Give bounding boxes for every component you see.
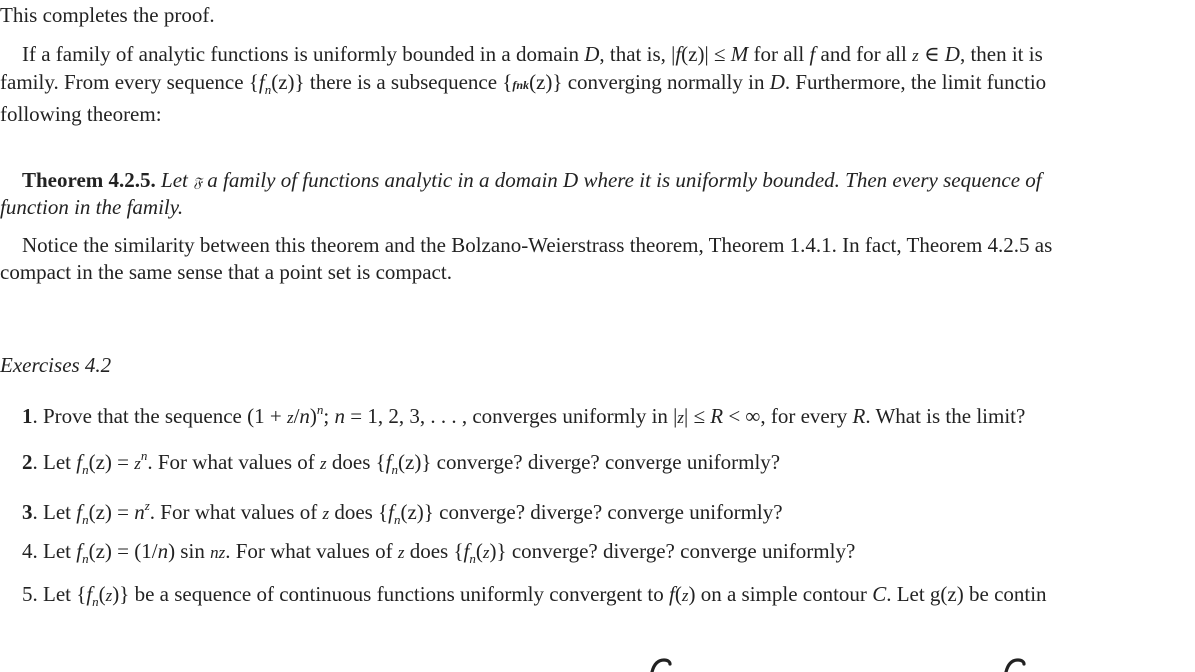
para2-line2: compact in the same sense that a point set is compact. (0, 260, 452, 284)
exercise-item-4: 4. Let $f_n(z) = (1/n)$ sin nz. For what values of z does $\{f_n(z)\}$ converge? diverge? converge uniformly? (22, 539, 856, 566)
exercises-heading: Exercises 4.2 (0, 353, 112, 377)
proof-end-text: This completes the proof. (0, 3, 215, 27)
para1-line1: If a family of analytic functions is uniformly bounded in a domain D, that is, |f(z)| ≤ M for all f and for all z ∈ D, then it is (22, 42, 1043, 66)
exercise-item-5: 5. Let $\{f_n(z)\}$ be a sequence of continuous functions uniformly convergent to f(z) on a simple contour C. Let g(z) be contin (22, 582, 1047, 609)
exercise-item-3: 3. Let $f_n(z) = n^z$. For what values of z does $\{f_n(z)\}$ converge? diverge? converge uniformly? (22, 498, 783, 527)
theorem-label: Theorem 4.2.5. (22, 168, 156, 192)
integral-sign-fragment-right (1002, 658, 1032, 672)
integral-sign-fragment-left (648, 658, 678, 672)
para2-line1: Notice the similarity between this theorem and the Bolzano-Weierstrass theorem, Theorem 1.4.1. In fact, Theorem 4.2.5 as (22, 233, 1053, 257)
exercise-item-2: 2. Let $f_n(z) = z^n$. For what values of z does $\{f_n(z)\}$ converge? diverge? converge uniformly? (22, 448, 781, 477)
para1-line2: family. From every sequence $\{f_n(z)\}$ there is a subsequence {fnk(z)} converging normally in D. Furthermore, the limit functio (0, 70, 1047, 97)
theorem-line2: function in the family. (0, 195, 184, 219)
para1-line3: following theorem: (0, 102, 162, 126)
theorem-line1: Theorem 4.2.5. Let 𝔉 a family of functions analytic in a domain D where it is uniformly bounded. Then every sequence of (22, 168, 1042, 192)
exercise-item-1: 1. Prove that the sequence $(1 + z/n)^n$; n = 1, 2, 3, . . . , converges uniformly in |z| ≤ R < ∞, for every R. What is the limit? (22, 402, 1026, 428)
